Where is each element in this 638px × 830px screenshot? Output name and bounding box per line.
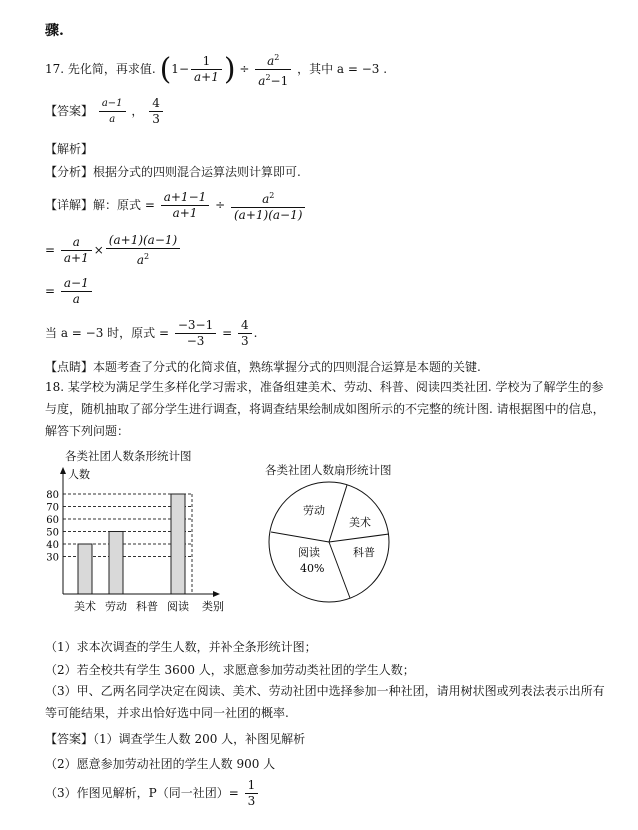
frac-num: 4 (149, 96, 163, 112)
frac-den: a+1 (194, 70, 219, 84)
answer-label: 【答案】 (45, 104, 94, 118)
question-18: 18. 某学校为满足学生多样化学习需求，准备组建美术、劳动、科普、阅读四类社团. 学校为了解学生的参与度，随机抽取了部分学生进行调查，将调查结果绘制成如图所示的不完整的统计图. 请根据图中的信息，解答下列问题： (45, 380, 605, 438)
y-tick-40: 40 (46, 540, 59, 551)
frac-num: a−1 (61, 276, 92, 292)
frac-num: 1 (245, 778, 259, 794)
q18-sub1: （1）求本次调查的学生人数，并补全条形统计图； (45, 640, 317, 654)
category-label-1: 劳动 (105, 600, 127, 613)
question-17 (45, 50, 387, 90)
frac-num: (a+1)(a−1) (106, 233, 180, 249)
y-tick-30: 30 (46, 552, 59, 564)
when-eq: = (222, 326, 233, 340)
frac-den: −3 (186, 334, 205, 348)
y-tick-50: 50 (46, 527, 59, 539)
frac-num: a−1 (99, 96, 126, 112)
pie-value-yuedu: 40% (300, 562, 325, 575)
answer-label: 【答案】 (45, 732, 94, 746)
bar-chart (30, 464, 250, 614)
exp: 2 (274, 53, 280, 62)
q17-number: 17. (45, 62, 65, 76)
q17-when (45, 318, 257, 349)
q17-dianjing (45, 358, 481, 375)
detail-frac-b (231, 188, 305, 223)
category-label-2: 科普 (136, 600, 158, 613)
frac-den: 3 (240, 334, 249, 348)
bar-3 (171, 494, 185, 594)
y-tick-70: 70 (46, 502, 59, 514)
pie-label-yuedu: 阅读 (298, 546, 320, 559)
when-frac-g (175, 318, 216, 349)
pie-chart-title: 各类社团人数扇形统计图 (265, 463, 392, 477)
q17-step3 (45, 276, 94, 307)
y-tick-labels (46, 490, 59, 564)
frac-num: a (61, 235, 92, 251)
y-axis-label: 人数 (68, 468, 90, 481)
detail-label: 【详解】 (45, 198, 94, 212)
q17-frac2 (255, 50, 291, 89)
q18-sub3: （3）甲、乙两名同学决定在阅读、美术、劳动社团中选择参加一种社团，请用树状图或列表法表示出所有等可能结果，并求出恰好选中同一社团的概率. (45, 684, 605, 720)
q17-answer (45, 96, 165, 127)
y-tick-80: 80 (46, 490, 59, 501)
frac-den: a (109, 114, 116, 125)
frac-den: a (258, 74, 266, 88)
left-paren: ( (159, 52, 172, 87)
dianjing-label: 【点睛】 (45, 360, 94, 374)
frac-num: 1 (191, 54, 222, 70)
detail-frac-a (161, 190, 210, 221)
frac-num: a+1−1 (161, 190, 210, 206)
q18-sub2: （2）若全校共有学生 3600 人，求愿意参加劳动类社团的学生人数； (45, 663, 415, 677)
frac-den: a+1 (172, 206, 198, 220)
bar-0 (78, 544, 92, 594)
step2-frac-d (106, 233, 180, 268)
q17-div: ÷ (239, 62, 250, 76)
x-axis-label: 类别 (202, 600, 224, 613)
answer-text-1: （1）调查学生人数 200 人，补图见解析 (93, 732, 306, 746)
answer-frac2 (149, 96, 163, 127)
when-end: . (253, 326, 258, 340)
bar-1 (109, 532, 123, 595)
bar-chart-title: 各类社团人数条形统计图 (65, 449, 192, 463)
q18-answer-2: （2）愿意参加劳动社团的学生人数 900 人 (45, 757, 276, 771)
y-tick-60: 60 (46, 515, 59, 526)
frac-den: 3 (152, 112, 160, 126)
frac-num: 4 (238, 318, 252, 334)
step-eq: = (45, 243, 56, 257)
q18-answer-3 (45, 778, 260, 809)
step2-frac-c (61, 235, 92, 266)
right-paren: ) (223, 52, 236, 87)
frac-den: (a+1)(a−1) (233, 208, 303, 222)
detail-lead: 解：原式 = (93, 198, 155, 212)
step3-frac-e (61, 276, 92, 307)
q17-prompt: 先化简，再求值. (67, 62, 156, 76)
top-fragment: 骤. (45, 23, 64, 39)
frac-den-rest: −1 (270, 74, 289, 88)
exp: 2 (265, 73, 271, 82)
pie-label-kepu: 科普 (353, 546, 375, 559)
step-times: × (93, 243, 104, 257)
q18-answer-1 (45, 730, 305, 747)
q17-one: 1 (171, 62, 179, 76)
q17-frac1 (191, 54, 222, 85)
frac-den: 3 (247, 794, 256, 808)
fenxi-label: 【分析】 (45, 165, 94, 179)
q17-step2 (45, 233, 182, 268)
answer-frac1 (99, 96, 126, 127)
fenxi-text: 根据分式的四则混合运算法则计算即可. (93, 165, 301, 179)
frac-den: a (136, 253, 145, 267)
category-label-0: 美术 (74, 600, 96, 613)
pie-chart (265, 478, 395, 608)
q17-fenxi (45, 163, 301, 180)
answer-sep: ， (131, 104, 144, 118)
frac-num: a (262, 192, 270, 206)
step-eq: = (45, 284, 56, 298)
q17-tail: ，其中 a = −3 . (297, 62, 388, 76)
when-frac-h (238, 318, 252, 349)
frac-den: a (72, 292, 80, 306)
pie-label-laodong: 劳动 (303, 504, 325, 517)
answer-text-3: （3）作图见解析，P（同一社团）= (45, 786, 239, 800)
frac-num: −3−1 (175, 318, 216, 334)
category-labels (74, 599, 189, 613)
q17-minus: − (178, 62, 189, 76)
frac-num: a (267, 54, 275, 68)
q17-detail (45, 188, 307, 223)
q17-analysis-label: 【解析】 (45, 142, 94, 156)
category-label-3: 阅读 (167, 600, 189, 613)
dianjing-text: 本题考查了分式的化简求值，熟练掌握分式的四则混合运算是本题的关键. (93, 360, 481, 374)
exp: 2 (144, 252, 150, 261)
y-axis-arrow (60, 467, 66, 474)
exp: 2 (269, 191, 275, 200)
x-axis-arrow (213, 591, 220, 597)
pie-label-meishu: 美术 (349, 516, 371, 529)
answer-frac-p (245, 778, 259, 809)
frac-den: a+1 (63, 251, 89, 265)
detail-div: ÷ (215, 198, 226, 212)
when-lead: 当 a = −3 时，原式 = (45, 326, 170, 340)
